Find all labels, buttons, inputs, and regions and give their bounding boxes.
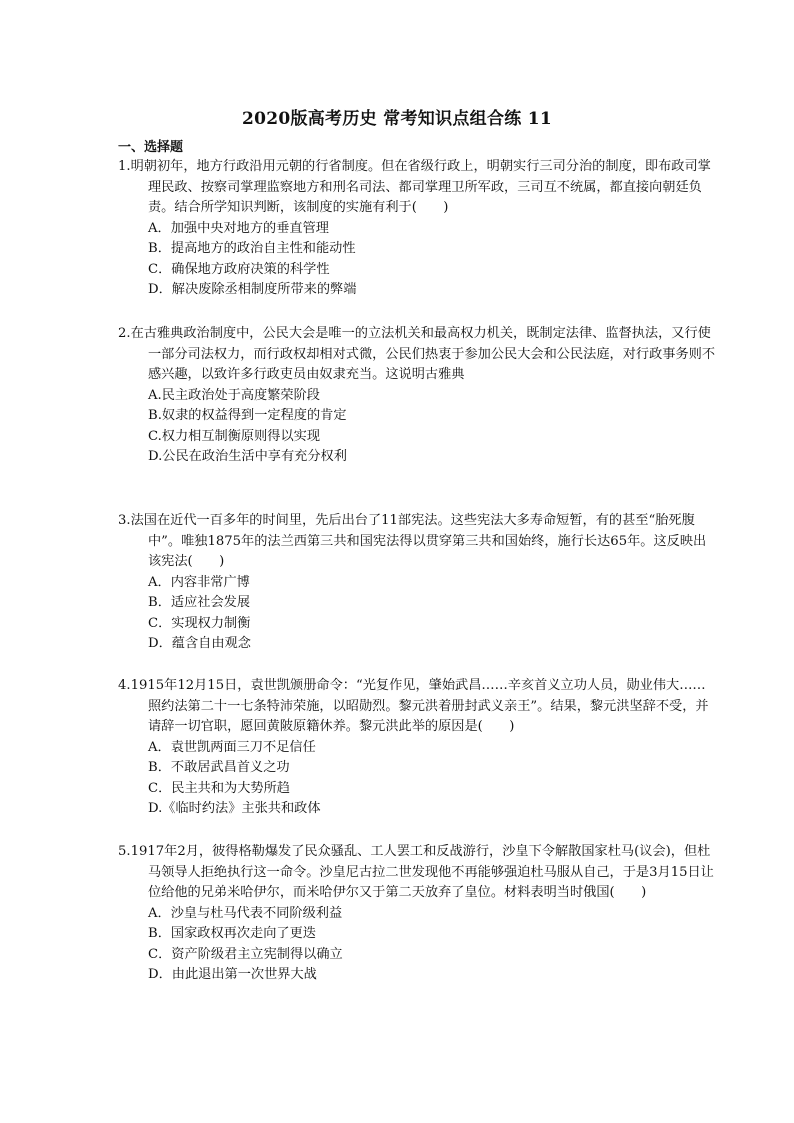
option-b: B.奴隶的权益得到一定程度的肯定 — [148, 408, 347, 423]
question-stem: 1.明朝初年，地方行政沿用元朝的行省制度。但在省级行政上，明朝实行三司分治的制度，即布政司掌理民政、按察司掌理监察地方和刑名司法、都司掌理卫所军政，三司互不统属，都直接向朝廷负责。结合所学知识判断，该制度的实施有利于( ) — [118, 159, 711, 215]
question-stem: 4.1915年12月15日，袁世凯颁册命令：“光复作见，肇始武昌……辛亥首义立功人员，勋业伟大……照约法第二十一七条特沛荣施，以昭勋烈。黎元洪着册封武义亲王”。结果，黎元洪坚辞不受，并请辞一切官职，愿回黄陂原籍休养。黎元洪此举的原因是( ) — [118, 678, 709, 734]
document-title: 2020版高考历史 常考知识点组合练 11 — [241, 109, 553, 129]
question-stem: 2.在古雅典政治制度中，公民大会是唯一的立法机关和最高权力机关，既制定法律、监督执法，又行使一部分司法权力，而行政权却相对式微，公民们热衷于参加公民大会和公民法庭，对行政事务则不感兴趣，以致许多行政吏员由奴隶充当。这说明古雅典 — [118, 326, 716, 382]
question-stem: 5.1917年2月，彼得格勒爆发了民众骚乱、工人罢工和反战游行，沙皇下令解散国家杜马(议会)，但杜马领导人拒绝执行这一命令。沙皇尼古拉二世发现他不再能够强迫杜马服从自己，于是3月15日让位给他的兄弟米哈伊尔，而米哈伊尔又于第二天放弃了皇位。材料表明当时俄国( ) — [118, 844, 714, 900]
question-stem: 3.法国在近代一百多年的时间里，先后出台了11部宪法。这些宪法大多寿命短暂，有的甚至“胎死腹中”。唯独1875年的法兰西第三共和国宪法得以贯穿第三共和国始终，施行长达65年。这反映出该宪法( ) — [118, 513, 707, 569]
option-d: D．由此退出第一次世界大战 — [148, 967, 317, 982]
option-d: D.公民在政治生活中享有充分权利 — [148, 449, 347, 464]
option-a: A．沙皇与杜马代表不同阶级利益 — [148, 905, 343, 921]
option-d: D.《临时约法》主张共和政体 — [148, 801, 321, 816]
question-2 — [118, 324, 718, 468]
option-b: B．不敢居武昌首义之功 — [148, 760, 290, 775]
section-heading: 一、选择题 — [118, 140, 184, 155]
option-c: C．资产阶级君主立宪制得以确立 — [148, 946, 343, 962]
question-3 — [118, 511, 718, 655]
option-c: C．确保地方政府决策的科学性 — [148, 261, 330, 277]
option-a: A．袁世凯两面三刀不足信任 — [148, 739, 316, 755]
option-a: A．内容非常广博 — [148, 574, 250, 590]
question-4 — [118, 676, 718, 820]
option-c: C．民主共和为大势所趋 — [148, 780, 290, 796]
option-b: B．适应社会发展 — [148, 595, 251, 610]
option-b: B．提高地方的政治自主性和能动性 — [148, 241, 356, 256]
option-a: A.民主政治处于高度繁荣阶段 — [148, 387, 320, 403]
question-1 — [118, 157, 718, 301]
option-d: D．蕴含自由观念 — [148, 636, 251, 651]
option-d: D．解决废除丞相制度所带来的弊端 — [148, 282, 357, 297]
option-c: C.权力相互制衡原则得以实现 — [148, 428, 321, 444]
option-a: A．加强中央对地方的垂直管理 — [148, 220, 329, 236]
question-5 — [118, 842, 718, 986]
option-b: B．国家政权再次走向了更迭 — [148, 926, 316, 941]
option-c: C．实现权力制衡 — [148, 615, 251, 631]
